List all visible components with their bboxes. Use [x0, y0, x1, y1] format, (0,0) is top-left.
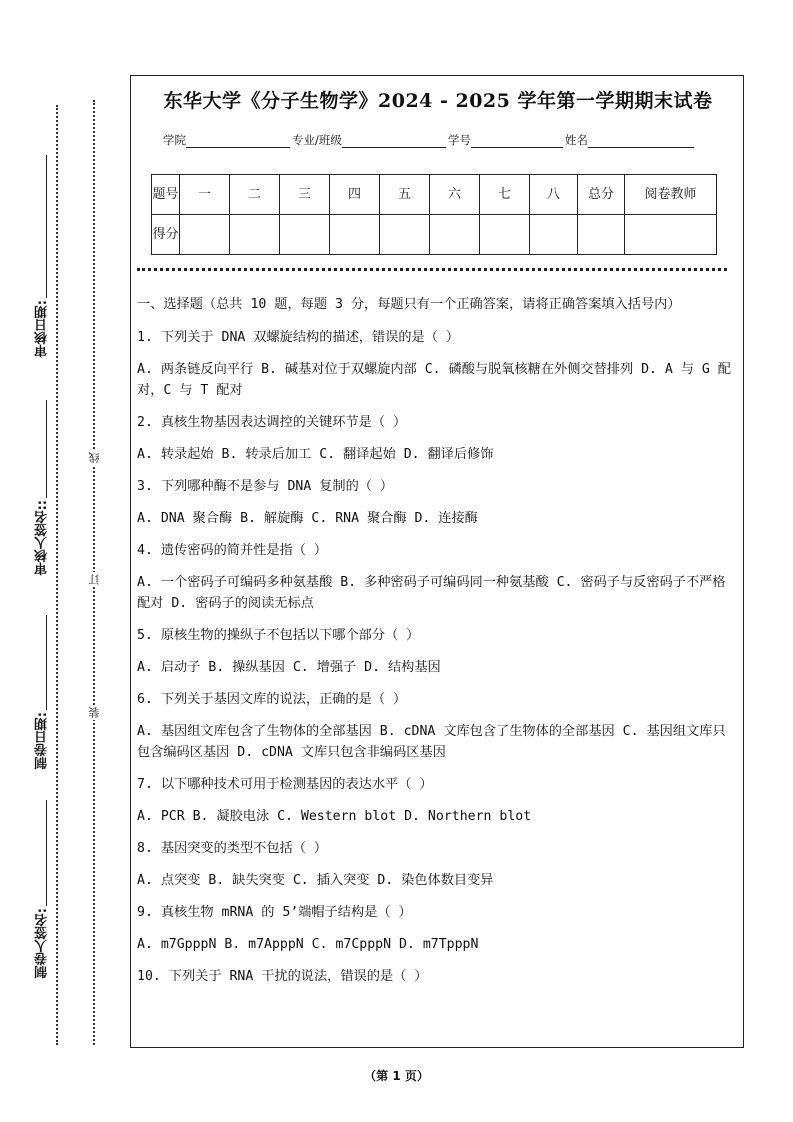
score-table-col: 一 — [180, 175, 230, 215]
score-table-row-label: 得分 — [152, 215, 180, 255]
question-options: A. 启动子 B. 操纵基因 C. 增强子 D. 结构基因 — [137, 660, 441, 675]
student-info-row — [163, 132, 696, 148]
score-table-col: 总分 — [578, 175, 625, 215]
question-text: 5. 原核生物的操纵子不包括以下哪个部分（ ） — [137, 628, 420, 643]
question-options: A. DNA 聚合酶 B. 解旋酶 C. RNA 聚合酶 D. 连接酶 — [137, 511, 478, 526]
score-cell[interactable] — [625, 215, 717, 255]
score-table-col: 六 — [430, 175, 480, 215]
name-label: 姓名 — [564, 133, 588, 147]
student-id-field[interactable] — [471, 135, 563, 148]
question-options: A. 一个密码子可编码多种氨基酸 B. 多种密码子可编码同一种氨基酸 C. 密码子与反密码子不严格配对 D. 密码子的阅读无标点 — [137, 575, 726, 611]
score-table-col: 阅卷教师 — [625, 175, 717, 215]
question-text: 4. 遗传密码的简并性是指（ ） — [137, 543, 328, 558]
review-date-line — [46, 155, 47, 298]
section-choice-questions — [137, 294, 737, 998]
score-cell[interactable] — [280, 215, 330, 255]
question-text: 2. 真核生物基因表达调控的关键环节是（ ） — [137, 415, 407, 430]
binding-char-ding: 订 — [88, 574, 101, 585]
score-cell[interactable] — [230, 215, 280, 255]
page-number: （第 1 页） — [364, 1069, 429, 1083]
maker-sign-line — [46, 800, 47, 906]
score-table-row-label: 题号 — [152, 175, 180, 215]
binding-dotted-line-outer — [56, 105, 58, 1045]
college-label: 学院 — [163, 133, 186, 147]
name-field[interactable] — [588, 135, 694, 148]
question-options: A. m7GpppN B. m7ApppN C. m7CpppN D. m7TpppN — [137, 937, 479, 952]
student-id-label: 学号 — [447, 133, 471, 147]
score-table-col: 五 — [380, 175, 430, 215]
score-cell[interactable] — [578, 215, 625, 255]
binding-char-zhuang: 装 — [88, 707, 101, 718]
college-field[interactable] — [186, 135, 290, 148]
question-text: 7. 以下哪种技术可用于检测基因的表达水平（ ） — [137, 777, 433, 792]
exam-paper-frame — [130, 75, 744, 1048]
question-options: A. 两条链反向平行 B. 碱基对位于双螺旋内部 C. 磷酸与脱氧核糖在外侧交替排列 D. A 与 G 配对，C 与 T 配对 — [137, 362, 731, 398]
make-date-label: 制卷日期: — [35, 712, 50, 770]
question-options: A. 基因组文库包含了生物体的全部基因 B. cDNA 文库包含了生物体的全部基因 C. 基因组文库只包含编码区基因 D. cDNA 文库只包含非编码区基因 — [137, 724, 726, 760]
reviewer-sign-line — [46, 400, 47, 498]
binding-char-xian: 线 — [88, 452, 101, 463]
exam-title: 东华大学《分子生物学》2024 - 2025 学年第一学期期末试卷 — [163, 90, 713, 112]
dotted-separator — [137, 268, 727, 271]
score-table-col: 四 — [330, 175, 380, 215]
score-table-col: 二 — [230, 175, 280, 215]
score-table-col: 三 — [280, 175, 330, 215]
section-intro: 一、选择题（总共 10 题，每题 3 分，每题只有一个正确答案，请将正确答案填入括号内） — [137, 297, 681, 312]
review-date-label: 审核日期: — [35, 300, 50, 358]
reviewer-sign-label: 审核人签名:: — [35, 500, 50, 576]
question-text: 6. 下列关于基因文库的说法，正确的是（ ） — [137, 692, 407, 707]
make-date-line — [46, 615, 47, 710]
score-cell[interactable] — [480, 215, 530, 255]
question-text: 1. 下列关于 DNA 双螺旋结构的描述，错误的是（ ） — [137, 330, 460, 345]
score-cell[interactable] — [330, 215, 380, 255]
score-table-score-row — [152, 215, 717, 255]
score-cell[interactable] — [530, 215, 578, 255]
score-cell[interactable] — [380, 215, 430, 255]
maker-sign-label: 制卷人签名: — [35, 908, 50, 979]
question-text: 9. 真核生物 mRNA 的 5’端帽子结构是（ ） — [137, 905, 412, 920]
question-text: 3. 下列哪种酶不是参与 DNA 复制的（ ） — [137, 479, 394, 494]
major-label: 专业/班级 — [292, 133, 342, 147]
major-field[interactable] — [342, 135, 446, 148]
score-table-header-row — [152, 175, 717, 215]
question-options: A. 点突变 B. 缺失突变 C. 插入突变 D. 染色体数目变异 — [137, 873, 494, 888]
question-text: 10. 下列关于 RNA 干扰的说法，错误的是（ ） — [137, 969, 428, 984]
question-options: A. 转录起始 B. 转录后加工 C. 翻译起始 D. 翻译后修饰 — [137, 447, 494, 462]
score-cell[interactable] — [180, 215, 230, 255]
score-table-col: 七 — [480, 175, 530, 215]
score-table — [151, 174, 717, 255]
score-table-col: 八 — [530, 175, 578, 215]
score-cell[interactable] — [430, 215, 480, 255]
question-options: A. PCR B. 凝胶电泳 C. Western blot D. Northern blot — [137, 809, 532, 824]
question-text: 8. 基因突变的类型不包括（ ） — [137, 841, 328, 856]
